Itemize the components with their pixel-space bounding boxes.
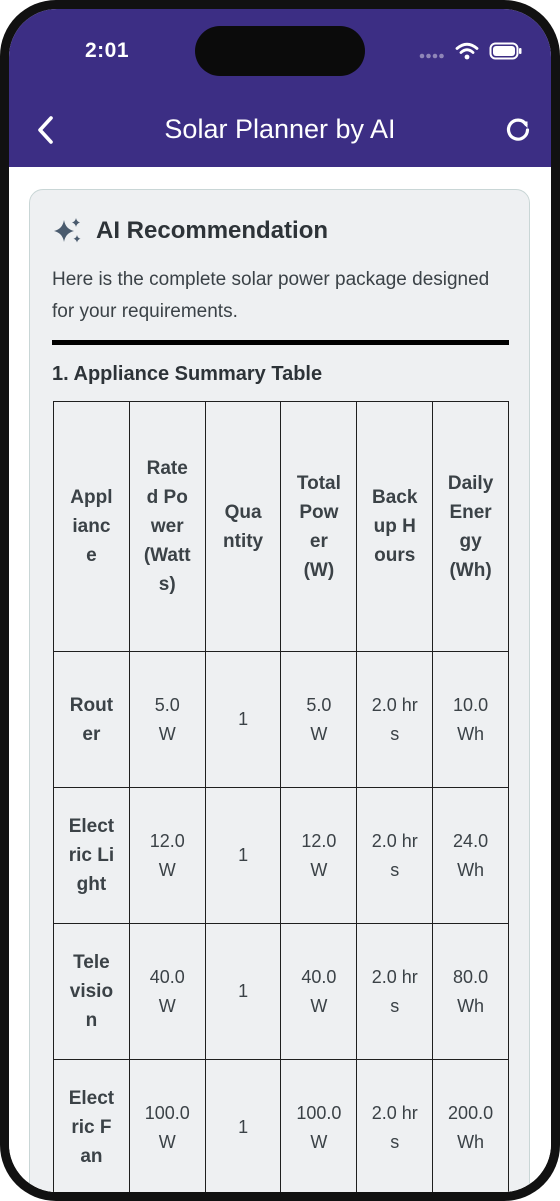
section-title: 1. Appliance Summary Table xyxy=(52,363,323,385)
cell-backup-hours: 2.0 hrs xyxy=(357,788,433,924)
cell-backup-hours: 2.0 hrs xyxy=(357,1060,433,1193)
table-header-row xyxy=(54,402,509,652)
cell-rated-power: 5.0 W xyxy=(129,652,205,788)
cell-rated-power: 40.0 W xyxy=(129,924,205,1060)
cell-total-power: 100.0 W xyxy=(281,1060,357,1193)
cell-daily-energy: 10.0 Wh xyxy=(433,652,509,788)
cell-appliance: Television xyxy=(54,924,130,1060)
content-area[interactable] xyxy=(9,167,551,1192)
cell-quantity: 1 xyxy=(205,1060,281,1193)
table-row xyxy=(54,924,509,1060)
appliance-summary-table xyxy=(53,401,509,1192)
cell-appliance: Electric Light xyxy=(54,788,130,924)
signal-icon xyxy=(419,43,445,59)
cell-total-power: 40.0 W xyxy=(281,924,357,1060)
cell-appliance: Electric Fan xyxy=(54,1060,130,1193)
status-time: 2:01 xyxy=(85,39,130,62)
cell-rated-power: 100.0 W xyxy=(129,1060,205,1193)
wifi-icon xyxy=(455,42,479,60)
cell-total-power: 12.0 W xyxy=(281,788,357,924)
screen xyxy=(9,9,551,1192)
dynamic-island xyxy=(195,26,365,76)
cell-backup-hours: 2.0 hrs xyxy=(357,924,433,1060)
table-row xyxy=(54,652,509,788)
card-intro-text: Here is the complete solar power package designed for your requirements. xyxy=(52,269,490,322)
sparkle-icon xyxy=(52,216,84,246)
status-icons xyxy=(419,42,523,60)
table-row xyxy=(54,788,509,924)
battery-icon xyxy=(489,42,523,60)
header-daily-energy: Daily Energy (Wh) xyxy=(433,402,509,652)
cell-backup-hours: 2.0 hrs xyxy=(357,652,433,788)
divider xyxy=(52,340,509,345)
cell-daily-energy: 24.0 Wh xyxy=(433,788,509,924)
cell-quantity: 1 xyxy=(205,788,281,924)
header-quantity: Quantity xyxy=(205,402,281,652)
cell-rated-power: 12.0 W xyxy=(129,788,205,924)
header-backup-hours: Backup Hours xyxy=(357,402,433,652)
cell-quantity: 1 xyxy=(205,924,281,1060)
cell-daily-energy: 200.0 Wh xyxy=(433,1060,509,1193)
card-title: AI Recommendation xyxy=(96,217,329,244)
cell-quantity: 1 xyxy=(205,652,281,788)
recommendation-card xyxy=(29,189,530,1192)
refresh-icon[interactable] xyxy=(503,115,533,145)
cell-daily-energy: 80.0 Wh xyxy=(433,924,509,1060)
table-row xyxy=(54,1060,509,1193)
page-title: Solar Planner by AI xyxy=(164,114,396,144)
app-header xyxy=(9,9,551,167)
header-appliance: Appliance xyxy=(54,402,130,652)
cell-appliance: Router xyxy=(54,652,130,788)
card-header xyxy=(52,216,328,246)
cell-total-power: 5.0 W xyxy=(281,652,357,788)
header-rated-power: Rated Power (Watts) xyxy=(129,402,205,652)
header-total-power: Total Power (W) xyxy=(281,402,357,652)
